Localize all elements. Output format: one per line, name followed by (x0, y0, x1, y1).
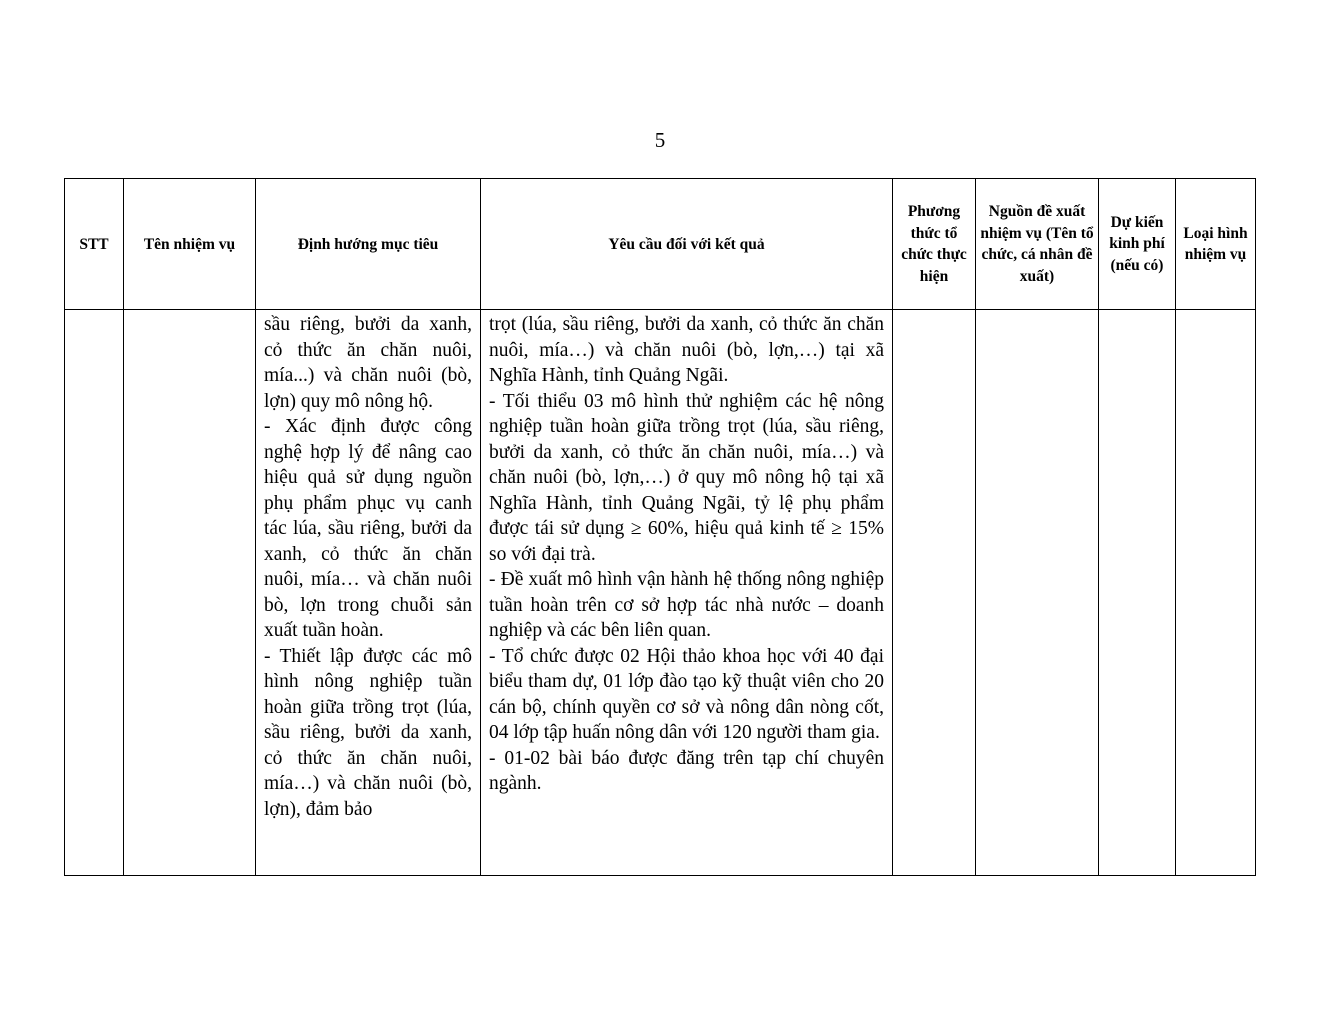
header-estimated-budget: Dự kiến kinh phí (nếu có) (1099, 179, 1176, 310)
page-number: 5 (654, 128, 666, 152)
cell-task-type (1176, 310, 1256, 876)
requirement-paragraph: trọt (lúa, sầu riêng, bưởi da xanh, cỏ thức ăn chăn nuôi, mía…) và chăn nuôi (bò, lợn,…) tại xã Nghĩa Hành, tỉnh Quảng Ngãi. (489, 314, 884, 386)
requirement-paragraph: - Đề xuất mô hình vận hành hệ thống nông nghiệp tuần hoàn trên cơ sở hợp tác nhà nước – doanh nghiệp và các bên liên quan. (489, 569, 884, 641)
cell-implementation-method (893, 310, 976, 876)
cell-result-requirements (481, 310, 893, 876)
cell-stt (65, 310, 124, 876)
header-task-name: Tên nhiệm vụ (124, 179, 256, 310)
objective-paragraph: sầu riêng, bưởi da xanh, cỏ thức ăn chăn nuôi, mía...) và chăn nuôi (bò, lợn) quy mô nông hộ. (264, 314, 472, 412)
cell-objective (256, 310, 481, 876)
objective-paragraph: - Xác định được công nghệ hợp lý để nâng cao hiệu quả sử dụng nguồn phụ phẩm phục vụ canh tác lúa, sầu riêng, bưởi da xanh, cỏ thức ăn chăn nuôi, mía… và chăn nuôi bò, lợn trong chuỗi sản xuất tuần hoàn. (264, 416, 472, 641)
header-result-requirements: Yêu cầu đối với kết quả (481, 179, 893, 310)
objective-paragraph: - Thiết lập được các mô hình nông nghiệp tuần hoàn giữa trồng trọt (lúa, sầu riêng, bưởi da xanh, cỏ thức ăn chăn nuôi, mía…) và chăn nuôi (bò, lợn), đảm bảo (264, 645, 472, 820)
requirement-paragraph: - 01-02 bài báo được đăng trên tạp chí chuyên ngành. (489, 747, 884, 794)
requirement-paragraph: - Tổ chức được 02 Hội thảo khoa học với 40 đại biểu tham dự, 01 lớp đào tạo kỹ thuật viên cho 20 cán bộ, chính quyền cơ sở và nông dân nòng cốt, 04 lớp tập huấn nông dân với 120 người tham gia. (489, 645, 884, 743)
cell-proposal-source (976, 310, 1099, 876)
requirement-paragraph: - Tối thiểu 03 mô hình thử nghiệm các hệ nông nghiệp tuần hoàn giữa trồng trọt (lúa, sầu riêng, bưởi da xanh, cỏ thức ăn chăn nuôi, mía…) và chăn nuôi (bò, lợn,…) ở quy mô nông hộ tại xã Nghĩa Hành, tỉnh Quảng Ngãi, tỷ lệ phụ phẩm được tái sử dụng ≥ 60%, hiệu quả kinh tế ≥ 15% so với đại trà. (489, 390, 884, 565)
header-implementation-method: Phương thức tổ chức thực hiện (893, 179, 976, 310)
cell-estimated-budget (1099, 310, 1176, 876)
header-proposal-source: Nguồn đề xuất nhiệm vụ (Tên tổ chức, cá nhân đề xuất) (976, 179, 1099, 310)
cell-task-name (124, 310, 256, 876)
header-stt: STT (65, 179, 124, 310)
table-row (65, 310, 1256, 876)
header-task-type: Loại hình nhiệm vụ (1176, 179, 1256, 310)
task-table (64, 178, 1256, 876)
header-objective: Định hướng mục tiêu (256, 179, 481, 310)
table-header-row (65, 179, 1256, 310)
